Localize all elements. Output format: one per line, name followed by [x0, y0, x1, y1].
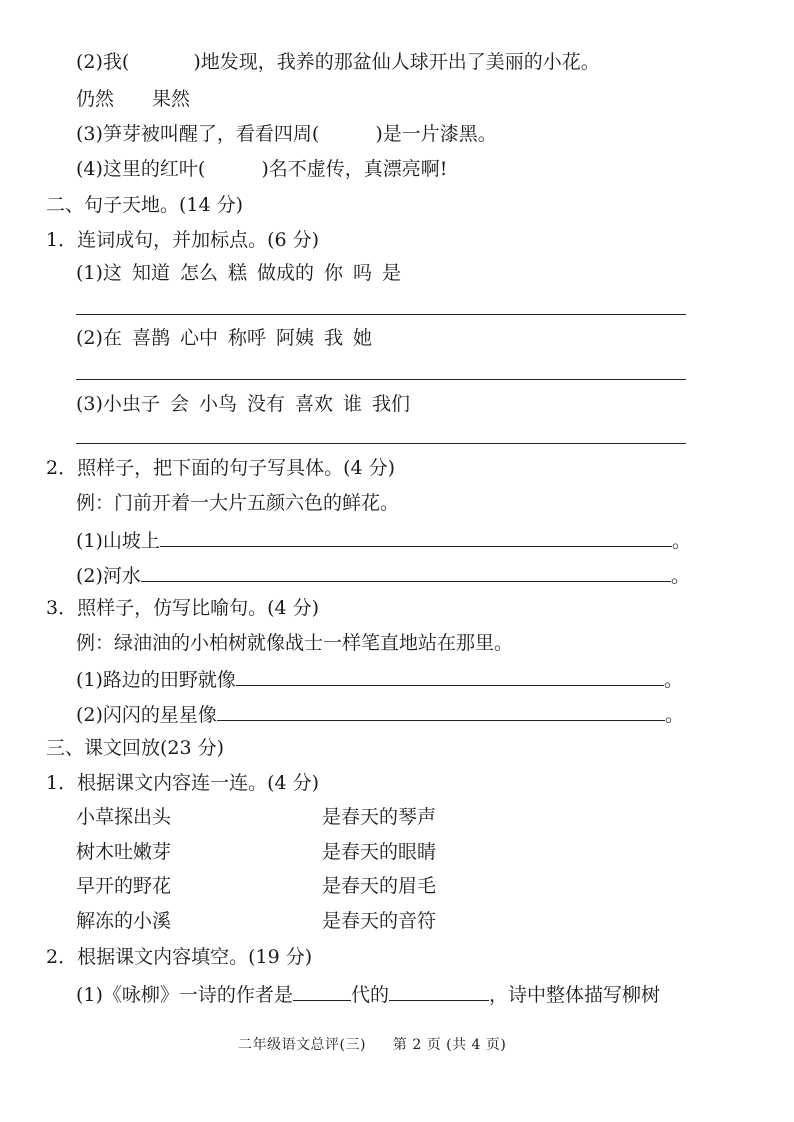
word: 她	[353, 327, 373, 349]
s3-q2-title: 2．根据课文内容填空。(19 分)	[46, 946, 313, 968]
section-3-heading: 三、课文回放(23 分)	[46, 737, 225, 759]
match-right-item[interactable]: 是春天的音符	[322, 910, 437, 932]
s2-q1-item-3	[76, 391, 420, 417]
option-word: 仍然	[76, 88, 115, 110]
question-text: )名不虚传，真漂亮啊!	[261, 158, 448, 180]
word: 吗	[353, 262, 373, 284]
match-left-item[interactable]: 树木吐嫩芽	[76, 841, 172, 863]
word: 怎么	[179, 262, 218, 284]
section-2-heading: 二、句子天地。(14 分)	[46, 194, 244, 216]
word: 喜欢	[294, 393, 333, 415]
s2-q3-item-2	[76, 700, 684, 728]
question-text: )是一片漆黑。	[375, 123, 497, 145]
match-right-item[interactable]: 是春天的琴声	[322, 806, 437, 828]
item-number: (1)	[76, 262, 103, 284]
question-text: 《咏柳》一诗的作者是	[102, 984, 293, 1006]
word: 喜鹊	[131, 327, 170, 349]
word: 糕	[227, 262, 247, 284]
footer-title: 二年级语文总评(三)	[238, 1037, 366, 1053]
item-number: (1)	[76, 669, 103, 691]
word: 小鸟	[198, 393, 237, 415]
word: 你	[324, 262, 344, 284]
question-text: 我(	[102, 51, 130, 73]
question-text: 代的	[350, 984, 389, 1006]
item-number: (1)	[76, 984, 103, 1006]
question-text: ，诗中整体描写柳树	[488, 984, 660, 1006]
item-number: (2)	[76, 565, 103, 587]
s2-q1-item-1	[76, 260, 411, 286]
answer-line[interactable]	[217, 700, 665, 721]
end-mark: 。	[670, 565, 690, 587]
match-left-item[interactable]: 小草探出头	[76, 806, 172, 828]
s2-q1-title: 1．连词成句，并加标点。(6 分)	[46, 229, 320, 251]
s2-q1-item-2	[76, 325, 382, 351]
s3-q1-title: 1．根据课文内容连一连。(4 分)	[46, 772, 320, 794]
s2-q2-item-2	[76, 561, 690, 589]
answer-blank[interactable]	[389, 980, 489, 1001]
word: 没有	[246, 393, 285, 415]
match-right-item[interactable]: 是春天的眉毛	[322, 875, 437, 897]
answer-line[interactable]	[160, 526, 672, 547]
item-number: (3)	[76, 123, 103, 145]
option-word: 果然	[152, 88, 191, 110]
item-number: (1)	[76, 530, 103, 552]
s3-q2-item-1	[76, 980, 660, 1008]
match-right-item[interactable]: 是春天的眼睛	[322, 841, 437, 863]
word: 谁	[343, 393, 363, 415]
word: 我们	[372, 393, 411, 415]
item-number: (3)	[76, 393, 103, 415]
end-mark: 。	[663, 669, 683, 691]
word-options	[76, 86, 228, 112]
answer-line[interactable]	[141, 561, 671, 582]
prompt-text: 闪闪的星星像	[102, 704, 217, 726]
word: 会	[169, 393, 189, 415]
end-mark: 。	[664, 704, 684, 726]
question-text: 这里的红叶(	[102, 158, 206, 180]
word: 阿姨	[275, 327, 314, 349]
s2-q2-example: 例：门前开着一大片五颜六色的鲜花。	[76, 492, 400, 514]
prompt-text: 河水	[102, 565, 141, 587]
prompt-text: 路边的田野就像	[102, 669, 236, 691]
answer-blank[interactable]	[293, 980, 351, 1001]
match-left-item[interactable]: 解冻的小溪	[76, 910, 172, 932]
word: 知道	[131, 262, 170, 284]
answer-line[interactable]	[76, 379, 686, 380]
word: 做成的	[256, 262, 314, 284]
item-number: (2)	[76, 704, 103, 726]
end-mark: 。	[671, 530, 691, 552]
q-3-line	[76, 121, 497, 147]
word: 这	[102, 262, 122, 284]
s2-q3-title: 3．照样子，仿写比喻句。(4 分)	[46, 597, 320, 619]
match-left-item[interactable]: 早开的野花	[76, 875, 172, 897]
answer-line[interactable]	[76, 443, 686, 444]
prompt-text: 山坡上	[102, 530, 160, 552]
question-text: 笋芽被叫醒了，看看四周(	[102, 123, 320, 145]
item-number: (2)	[76, 51, 103, 73]
s2-q2-item-1	[76, 526, 691, 554]
word: 称呼	[227, 327, 266, 349]
footer-page-number: 第 2 页 (共 4 页)	[392, 1037, 507, 1053]
word: 小虫子	[102, 393, 160, 415]
item-number: (4)	[76, 158, 103, 180]
q-2-line	[76, 49, 600, 75]
s2-q3-item-1	[76, 665, 683, 693]
page-footer	[238, 1034, 506, 1054]
question-text: )地发现，我养的那盆仙人球开出了美丽的小花。	[193, 51, 600, 73]
answer-line[interactable]	[76, 314, 686, 315]
item-number: (2)	[76, 327, 103, 349]
s2-q3-example: 例：绿油油的小柏树就像战士一样笔直地站在那里。	[76, 632, 514, 654]
word: 是	[382, 262, 402, 284]
word: 在	[102, 327, 122, 349]
answer-line[interactable]	[236, 665, 664, 686]
word: 我	[324, 327, 344, 349]
q-4-line	[76, 156, 447, 182]
s2-q2-title: 2．照样子，把下面的句子写具体。(4 分)	[46, 457, 396, 479]
word: 心中	[179, 327, 218, 349]
